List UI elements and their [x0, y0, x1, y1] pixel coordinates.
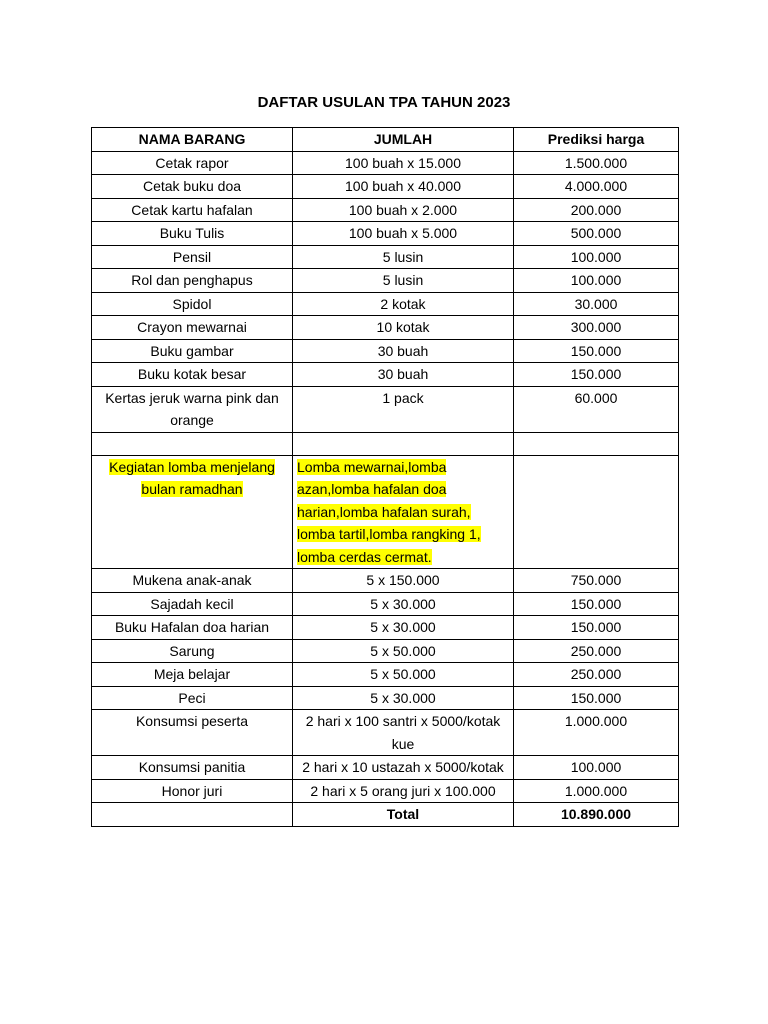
cell-nama: Spidol: [92, 292, 293, 316]
cell-harga: 150.000: [514, 686, 679, 710]
cell-harga: 150.000: [514, 339, 679, 363]
cell-harga: 250.000: [514, 639, 679, 663]
cell-nama: Rol dan penghapus: [92, 269, 293, 293]
cell-nama: Kertas jeruk warna pink dan orange: [92, 386, 293, 432]
cell-jumlah: 5 lusin: [293, 269, 514, 293]
cell-jumlah: 2 hari x 100 santri x 5000/kotak kue: [293, 710, 514, 756]
table-body: [92, 151, 679, 826]
cell-nama-kegiatan: [92, 455, 293, 569]
header-jumlah: JUMLAH: [293, 128, 514, 152]
cell-nama: Cetak rapor: [92, 151, 293, 175]
cell-nama: Konsumsi panitia: [92, 756, 293, 780]
cell-nama: Buku gambar: [92, 339, 293, 363]
cell-harga: 150.000: [514, 363, 679, 387]
cell-jumlah: 5 x 30.000: [293, 592, 514, 616]
document-title: DAFTAR USULAN TPA TAHUN 2023: [257, 94, 511, 111]
table-row: [92, 245, 679, 269]
cell-nama: Cetak buku doa: [92, 175, 293, 199]
cell-jumlah: 5 x 30.000: [293, 616, 514, 640]
cell-harga: 150.000: [514, 592, 679, 616]
table-row: [92, 363, 679, 387]
cell-nama: Buku Tulis: [92, 222, 293, 246]
cell-jumlah: 100 buah x 15.000: [293, 151, 514, 175]
cell-nama: Sajadah kecil: [92, 592, 293, 616]
kegiatan-row: [92, 455, 679, 569]
table-row: [92, 386, 679, 432]
cell-harga: 750.000: [514, 569, 679, 593]
cell-jumlah: 5 x 50.000: [293, 663, 514, 687]
table-row: [92, 710, 679, 756]
cell-jumlah: 30 buah: [293, 339, 514, 363]
cell-harga: 500.000: [514, 222, 679, 246]
budget-table: [91, 127, 679, 827]
cell-harga: 300.000: [514, 316, 679, 340]
cell-jumlah: 100 buah x 2.000: [293, 198, 514, 222]
highlighted-text: Kegiatan lomba menjelang bulan ramadhan: [109, 458, 275, 497]
cell-jumlah: 100 buah x 40.000: [293, 175, 514, 199]
cell-nama: Peci: [92, 686, 293, 710]
table-row: [92, 292, 679, 316]
cell-nama: Meja belajar: [92, 663, 293, 687]
table-row: [92, 269, 679, 293]
table-row: [92, 198, 679, 222]
cell-harga: 4.000.000: [514, 175, 679, 199]
cell-jumlah: 100 buah x 5.000: [293, 222, 514, 246]
table-row: [92, 592, 679, 616]
cell-harga: 1.000.000: [514, 779, 679, 803]
header-prediksi-harga: Prediksi harga: [514, 128, 679, 152]
cell-nama: Crayon mewarnai: [92, 316, 293, 340]
cell-jumlah: 2 hari x 10 ustazah x 5000/kotak: [293, 756, 514, 780]
cell-nama: Sarung: [92, 639, 293, 663]
cell-harga: 250.000: [514, 663, 679, 687]
table-row: [92, 175, 679, 199]
cell-nama: Honor juri: [92, 779, 293, 803]
cell-harga: 100.000: [514, 756, 679, 780]
cell-jumlah: 10 kotak: [293, 316, 514, 340]
cell-jumlah: 2 hari x 5 orang juri x 100.000: [293, 779, 514, 803]
cell-harga: 200.000: [514, 198, 679, 222]
header-nama-barang: NAMA BARANG: [92, 128, 293, 152]
table-row: [92, 686, 679, 710]
cell-jumlah: 5 x 50.000: [293, 639, 514, 663]
table-row: [92, 316, 679, 340]
cell-harga-kegiatan: [514, 455, 679, 569]
cell-harga: 30.000: [514, 292, 679, 316]
cell-nama: Buku Hafalan doa harian: [92, 616, 293, 640]
cell-jumlah: 2 kotak: [293, 292, 514, 316]
total-label: Total: [293, 803, 514, 827]
table-row: [92, 639, 679, 663]
cell-jumlah: 30 buah: [293, 363, 514, 387]
cell-jumlah: 5 lusin: [293, 245, 514, 269]
table-header-row: [92, 128, 679, 152]
cell-jumlah: 1 pack: [293, 386, 514, 432]
cell-harga: 100.000: [514, 245, 679, 269]
cell-harga: 150.000: [514, 616, 679, 640]
cell-jumlah-kegiatan: [293, 455, 514, 569]
cell-harga: 100.000: [514, 269, 679, 293]
cell-jumlah: 5 x 30.000: [293, 686, 514, 710]
table-row: [92, 756, 679, 780]
table-row: [92, 616, 679, 640]
cell-harga: 1.000.000: [514, 710, 679, 756]
cell-nama: Mukena anak-anak: [92, 569, 293, 593]
table-row: [92, 569, 679, 593]
table-row: [92, 663, 679, 687]
table-row: [92, 779, 679, 803]
cell-nama: Pensil: [92, 245, 293, 269]
empty-row: [92, 432, 679, 455]
total-value: 10.890.000: [514, 803, 679, 827]
cell-nama: Buku kotak besar: [92, 363, 293, 387]
table-row: [92, 151, 679, 175]
highlighted-text: Lomba mewarnai,lomba azan,lomba hafalan doa harian,lomba hafalan surah, lomba tartil,lomba rangking 1, lomba cerdas cermat.: [297, 458, 481, 565]
cell-harga: 1.500.000: [514, 151, 679, 175]
total-row: [92, 803, 679, 827]
cell-nama: Konsumsi peserta: [92, 710, 293, 756]
cell-jumlah: 5 x 150.000: [293, 569, 514, 593]
table-row: [92, 339, 679, 363]
table-row: [92, 222, 679, 246]
total-empty-cell: [92, 803, 293, 827]
cell-harga: 60.000: [514, 386, 679, 432]
cell-nama: Cetak kartu hafalan: [92, 198, 293, 222]
